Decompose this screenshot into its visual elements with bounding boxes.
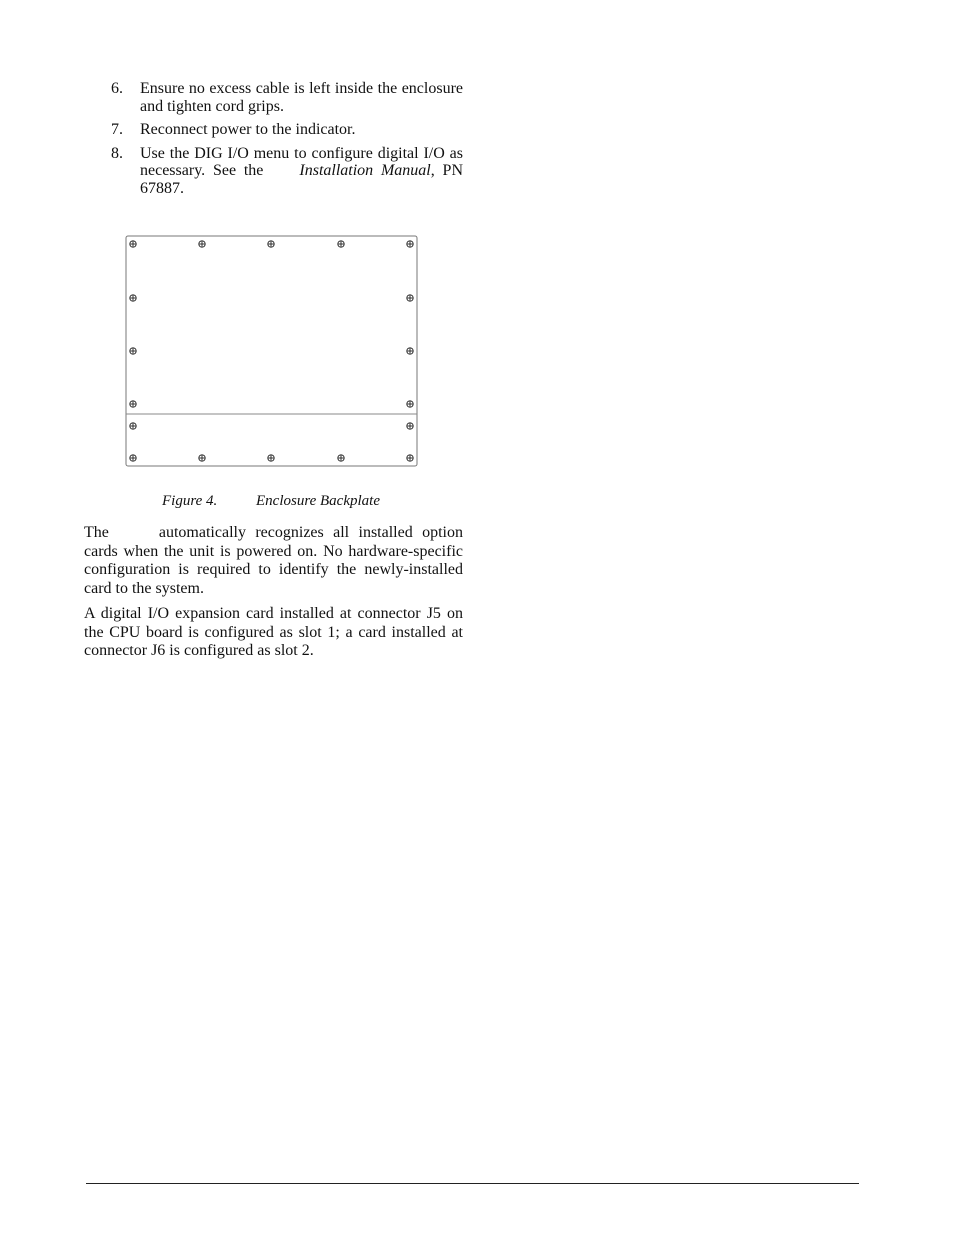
- step-7: [84, 121, 463, 139]
- screw-icon: [407, 401, 413, 407]
- step-number: 7.: [111, 121, 123, 138]
- paragraph-start: The: [84, 524, 109, 541]
- step-8: [84, 145, 463, 198]
- screw-icon: [130, 348, 136, 354]
- screw-icon: [268, 241, 274, 247]
- figure-caption: [162, 493, 380, 510]
- screw-icon: [407, 295, 413, 301]
- paragraph-rest: automatically recognizes all installed option cards when the unit is powered on. No hardware-specific configuration is required to identify the newly-installed card to the system.: [84, 524, 463, 598]
- screw-icon: [199, 455, 205, 461]
- step-text-after: , PN 67887.: [140, 162, 463, 197]
- screw-icon: [130, 241, 136, 247]
- step-text-before: Use the DIG I/O menu to configure digital I/O as necessary. See the: [140, 144, 463, 179]
- enclosure-backplate-figure: [125, 235, 418, 467]
- screw-icon: [407, 455, 413, 461]
- screw-icon: [268, 455, 274, 461]
- step-text: [140, 145, 463, 198]
- manual-title: Installation Manual: [299, 162, 431, 179]
- step-number: 6.: [111, 80, 123, 97]
- footer-rule: [86, 1183, 859, 1184]
- step-6: [84, 80, 463, 115]
- backplate-outline: [126, 236, 417, 466]
- screw-icon: [407, 423, 413, 429]
- screw-icon: [130, 295, 136, 301]
- step-number: 8.: [111, 144, 123, 162]
- step-text: Ensure no excess cable is left inside the enclosure and tighten cord grips.: [140, 80, 463, 115]
- figure-title: Enclosure Backplate: [256, 493, 380, 509]
- installation-steps: [84, 80, 463, 203]
- screw-icon: [130, 401, 136, 407]
- screw-icon: [407, 241, 413, 247]
- screw-icon: [338, 241, 344, 247]
- screw-icon: [199, 241, 205, 247]
- step-text: Reconnect power to the indicator.: [140, 121, 356, 138]
- screw-icon: [338, 455, 344, 461]
- screw-icon: [130, 455, 136, 461]
- screw-icon: [407, 348, 413, 354]
- paragraph-slot-config: A digital I/O expansion card installed at connector J5 on the CPU board is configured as slot 1; a card installed at connector J6 is configured as slot 2.: [84, 605, 463, 660]
- screw-icon: [130, 423, 136, 429]
- figure-label: Figure 4.: [162, 493, 218, 509]
- backplate-drawing: [125, 235, 418, 467]
- paragraph-auto-recognition: [84, 524, 463, 599]
